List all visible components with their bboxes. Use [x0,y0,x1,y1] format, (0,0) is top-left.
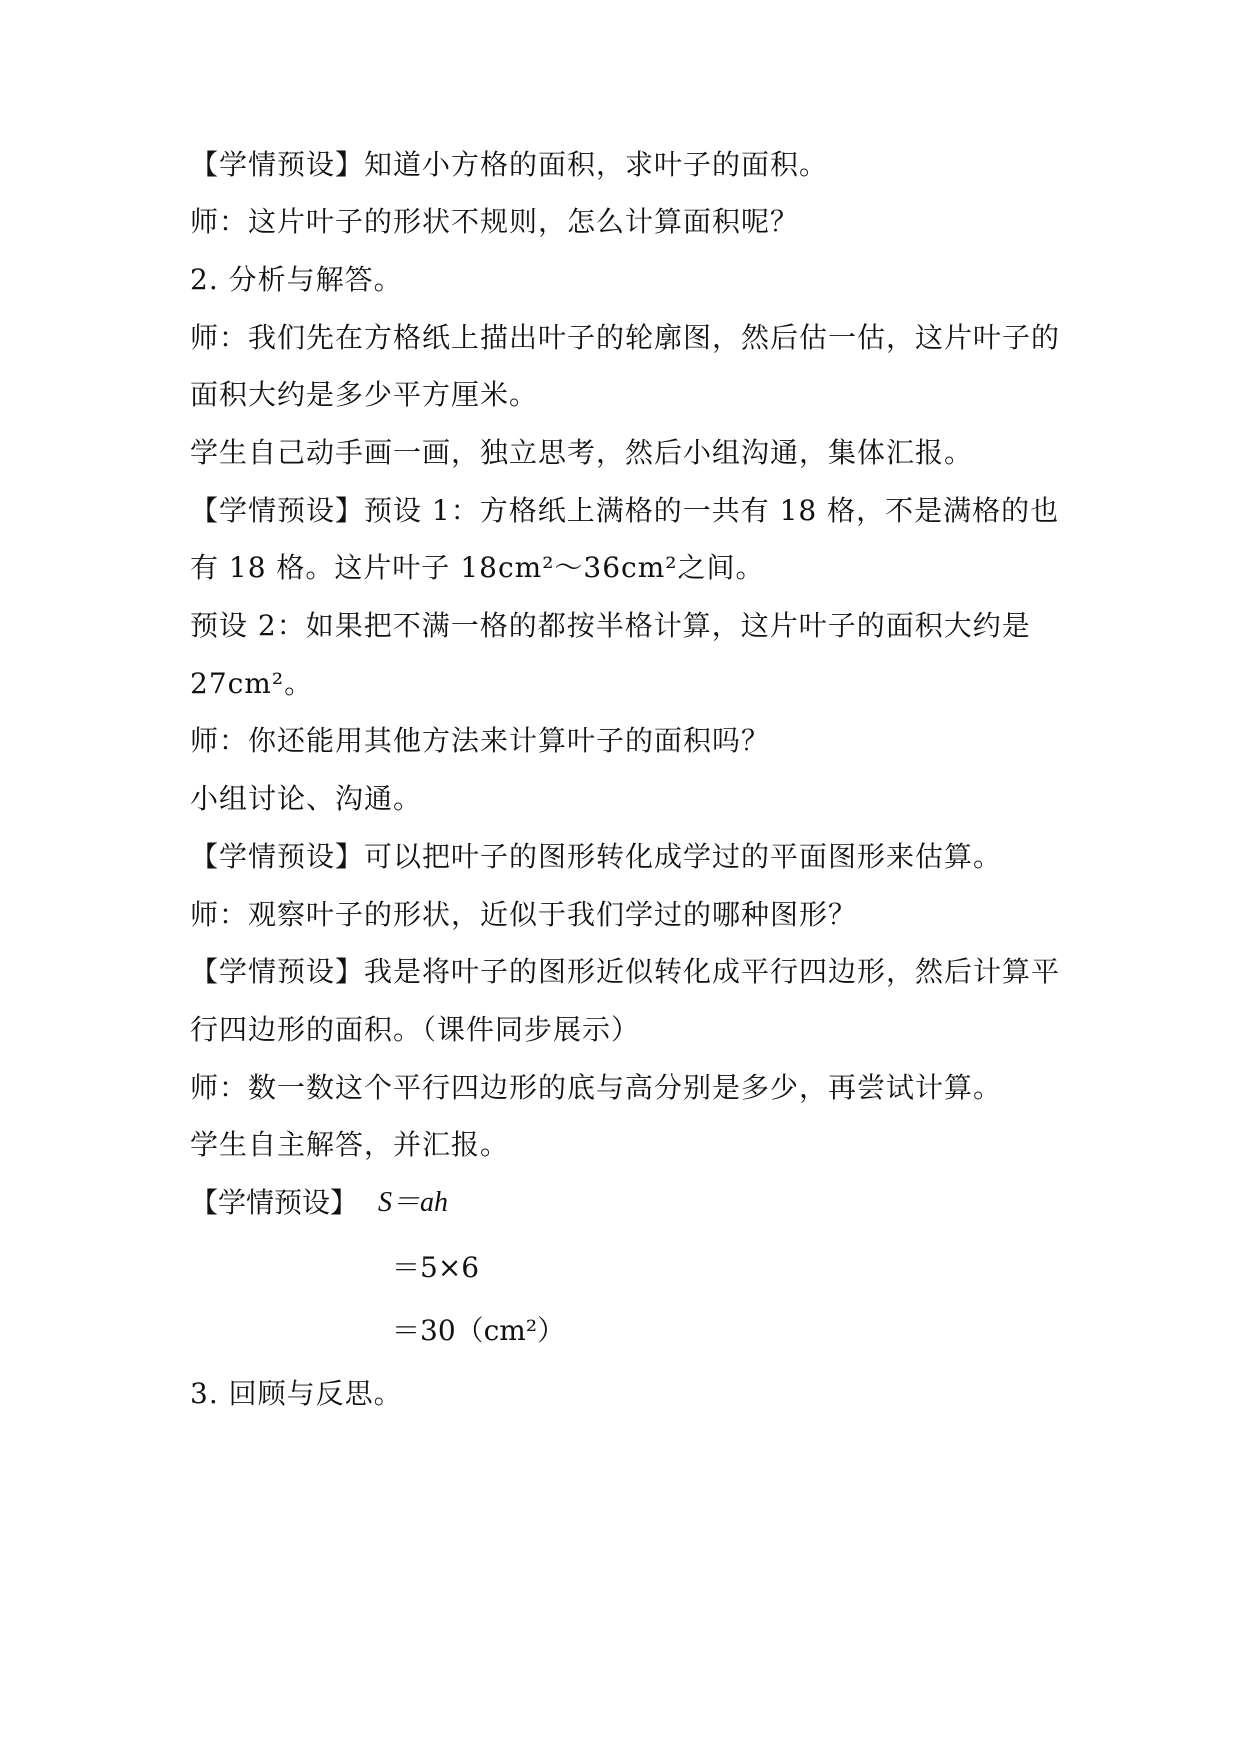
paragraph: 师：我们先在方格纸上描出叶子的轮廓图，然后估一估，这片叶子的 [190,321,1061,354]
paragraph: 师：观察叶子的形状，近似于我们学过的哪种图形？ [190,898,858,931]
paragraph: 学生自主解答，并汇报。 [190,1128,510,1161]
paragraph: 面积大约是多少平方厘米。 [190,378,539,411]
paragraph: 行四边形的面积。（课件同步展示） [190,1013,641,1046]
paragraph: 有 18 格。这片叶子 18cm²～36cm²之间。 [190,551,765,584]
section-heading: 2. 分析与解答。 [190,263,403,296]
paragraph: 【学情预设】可以把叶子的图形转化成学过的平面图形来估算。 [190,840,1003,873]
paragraph: 师：数一数这个平行四边形的底与高分别是多少，再尝试计算。 [190,1071,1003,1104]
paragraph: 【学情预设】预设 1：方格纸上满格的一共有 18 格，不是满格的也 [190,494,1060,527]
calculation-formula: S＝ah [378,1187,449,1218]
paragraph: 师：这片叶子的形状不规则，怎么计算面积呢？ [190,205,800,238]
section-heading: 3. 回顾与反思。 [190,1377,403,1410]
paragraph: 师：你还能用其他方法来计算叶子的面积吗？ [190,724,771,757]
paragraph: 预设 2：如果把不满一格的都按半格计算，这片叶子的面积大约是 [190,609,1031,642]
paragraph: 【学情预设】我是将叶子的图形近似转化成平行四边形，然后计算平 [190,955,1061,988]
calculation-label: 【学情预设】 [190,1186,359,1219]
paragraph: 小组讨论、沟通。 [190,782,423,815]
paragraph: 学生自己动手画一画，独立思考，然后小组沟通，集体汇报。 [190,436,974,469]
calculation-step-2: ＝30（cm²） [392,1314,566,1347]
paragraph: 27cm²。 [190,667,314,700]
paragraph: 【学情预设】知道小方格的面积，求叶子的面积。 [190,148,829,181]
calculation-step-1: ＝5×6 [392,1251,480,1284]
